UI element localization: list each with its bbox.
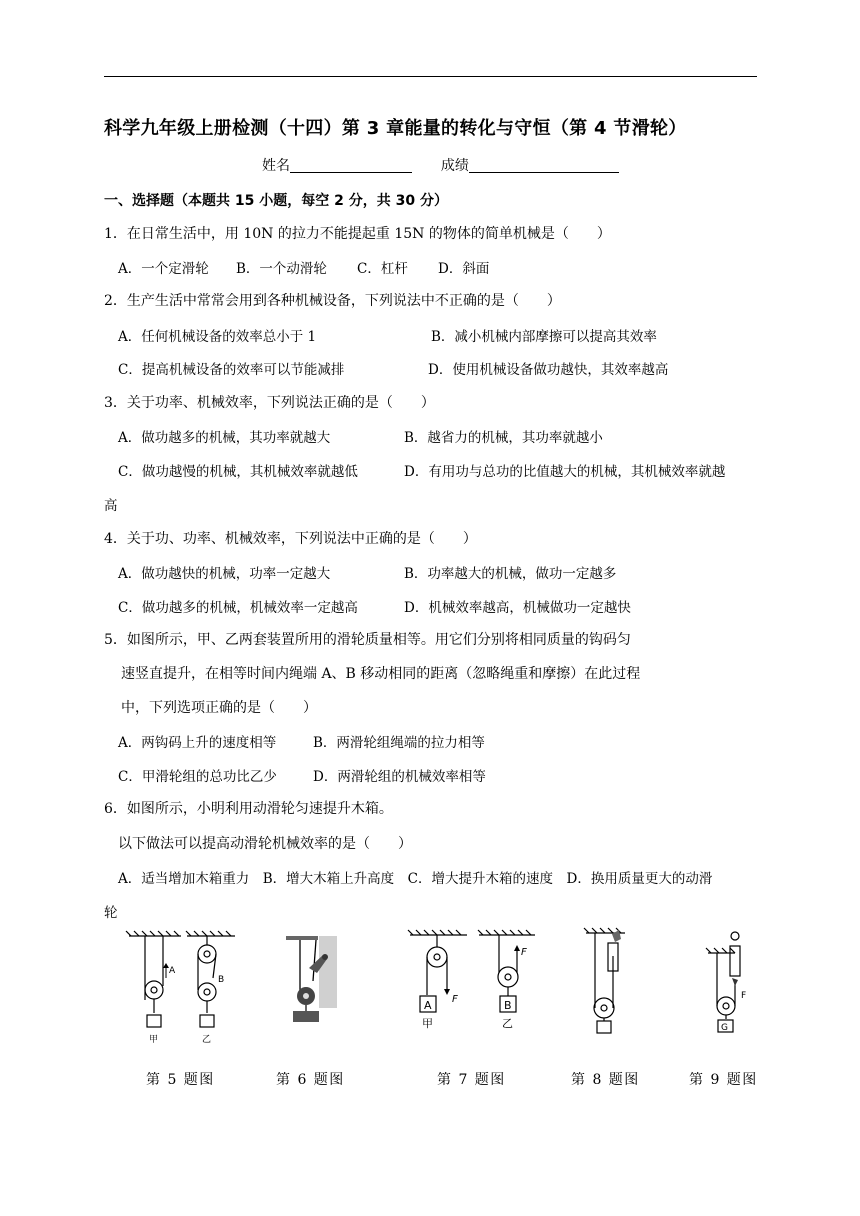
q4-option-c: C．做功越多的机械，机械效率一定越高 <box>118 600 358 616</box>
fig5-label-jia: 甲 <box>149 1035 159 1045</box>
q2-option-d: D．使用机械设备做功越快，其效率越高 <box>428 362 669 378</box>
fig7-label-yi: 乙 <box>502 1017 513 1030</box>
q1-option-b: B．一个动滑轮 <box>236 261 327 277</box>
fig5-label-a: A <box>169 966 176 976</box>
section-heading: 一、选择题（本题共 15 小题，每空 2 分，共 30 分） <box>104 193 448 209</box>
question-6-stem-line2: 以下做法可以提高动滑轮机械效率的是（ ） <box>118 836 412 852</box>
figure-8-diagram <box>583 926 633 1034</box>
score-blank[interactable] <box>469 158 619 173</box>
fig5-label-yi: 乙 <box>202 1035 212 1045</box>
fig7-force-right: F <box>521 947 527 958</box>
question-5-stem-line3: 中，下列选项正确的是（ ） <box>121 700 317 716</box>
q5-option-a: A．两钩码上升的速度相等 <box>118 735 277 751</box>
q1-option-a: A．一个定滑轮 <box>118 261 209 277</box>
question-1-stem: 1．在日常生活中，用 10N 的拉力不能提起重 15N 的物体的简单机械是（ ） <box>104 226 611 242</box>
figure-9-diagram <box>705 924 755 1036</box>
fig9-force: F <box>741 991 747 1001</box>
name-blank[interactable] <box>290 158 412 173</box>
fig6-caption: 第 6 题图 <box>276 1072 345 1088</box>
fig9-caption: 第 9 题图 <box>689 1072 758 1088</box>
question-4-stem: 4．关于功、功率、机械效率，下列说法中正确的是（ ） <box>104 531 477 547</box>
q5-option-c: C．甲滑轮组的总功比乙少 <box>118 769 277 785</box>
fig5-label-b: B <box>218 975 225 985</box>
fig9-weight: G <box>721 1023 728 1033</box>
q3-option-c: C．做功越慢的机械，其机械效率就越低 <box>118 464 358 480</box>
q3-option-b: B．越省力的机械，其功率就越小 <box>404 430 603 446</box>
fig7-box-a: A <box>424 999 432 1012</box>
question-5-stem-line1: 5．如图所示，甲、乙两套装置所用的滑轮质量相等。用它们分别将相同质量的钩码匀 <box>104 632 631 648</box>
q3-option-d: D．有用功与总功的比值越大的机械，其机械效率就越 <box>404 464 726 480</box>
q1-option-c: C．杠杆 <box>357 261 408 277</box>
question-2-stem: 2．生产生活中常常会用到各种机械设备，下列说法中不正确的是（ ） <box>104 293 561 309</box>
fig7-force-left: F <box>452 994 458 1005</box>
question-6-stem-line1: 6．如图所示，小明利用动滑轮匀速提升木箱。 <box>104 801 393 817</box>
page-title: 科学九年级上册检测（十四）第 3 章能量的转化与守恒（第 4 节滑轮） <box>104 118 687 139</box>
name-label: 姓名 <box>262 158 290 174</box>
q5-option-d: D．两滑轮组的机械效率相等 <box>313 769 486 785</box>
q4-option-d: D．机械效率越高，机械做功一定越快 <box>404 600 631 616</box>
q2-option-a: A．任何机械设备的效率总小于 1 <box>118 329 317 345</box>
fig7-caption: 第 7 题图 <box>437 1072 506 1088</box>
q1-option-d: D．斜面 <box>438 261 490 277</box>
fig7-box-b: B <box>504 999 512 1012</box>
q4-option-a: A．做功越快的机械，功率一定越大 <box>118 566 331 582</box>
q4-option-b: B．功率越大的机械，做功一定越多 <box>404 566 617 582</box>
fig5-caption: 第 5 题图 <box>146 1072 215 1088</box>
q3-option-a: A．做功越多的机械，其功率就越大 <box>118 430 331 446</box>
figure-6-diagram <box>283 933 345 1023</box>
fig7-label-jia: 甲 <box>422 1017 433 1030</box>
question-5-stem-line2: 速竖直提升，在相等时间内绳端 A、B 移动相同的距离（忽略绳重和摩擦）在此过程 <box>121 666 641 682</box>
q6-options-continued: 轮 <box>104 905 118 921</box>
q6-options: A．适当增加木箱重力 B．增大木箱上升高度 C．增大提升木箱的速度 D．换用质量更大的动滑 <box>118 871 713 887</box>
score-label: 成绩 <box>440 158 469 174</box>
q3-option-d-continued: 高 <box>104 498 118 514</box>
figure-7-diagram <box>407 927 542 1047</box>
q2-option-c: C．提高机械设备的效率可以节能减排 <box>118 362 345 378</box>
figure-5-diagram <box>125 928 240 1048</box>
fig8-caption: 第 8 题图 <box>571 1072 640 1088</box>
name-score-row <box>262 155 619 175</box>
q5-option-b: B．两滑轮组绳端的拉力相等 <box>313 735 485 751</box>
q2-option-b: B．减小机械内部摩擦可以提高其效率 <box>431 329 657 345</box>
header-rule <box>104 76 757 77</box>
question-3-stem: 3．关于功率、机械效率，下列说法正确的是（ ） <box>104 395 435 411</box>
